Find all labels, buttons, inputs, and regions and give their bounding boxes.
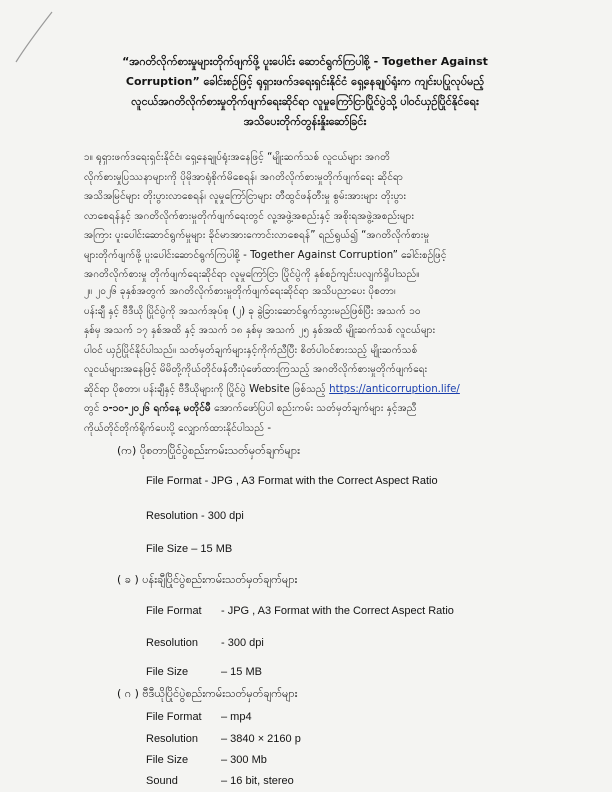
spec-row: [146, 733, 301, 745]
section-heading: (က) ပိုစတာပြိုင်ပွဲစည်းကမ်းသတ်မှတ်ချက်များ: [117, 444, 300, 457]
spec-row: File Size – 15 MB: [146, 543, 233, 555]
title-line: “အဂတိလိုက်စားမှုများတိုက်ဖျက်ဖို့ ပူးပေါင်း ဆောင်ရွက်ကြပါစို့ - Together Against: [122, 55, 488, 68]
text-line: လိုက်စားမှုပြဿနာများကို ပိုမိုအာရုံစိုက်မိစေရန်၊ အဂတိလိုက်စားမှုတိုက်ဖျက်ရေး ဆိုင်ရာ: [84, 171, 404, 183]
spec-row: [146, 775, 294, 787]
spec-key: File Format: [146, 605, 202, 617]
spec-row: [146, 754, 267, 766]
title-line: Corruption” ခေါင်းစဉ်ဖြင့် ရုရှားဖက်ဒရေးရှင်းနိုင်ငံ ရှေ့နေချုပ်ရုံးက ကျင်းပပြုလုပ်မည့်: [125, 75, 485, 88]
text-line: ပါဝင် ယှဉ်ပြိုင်နိုင်ပါသည်။ သတ်မှတ်ချက်များနှင့်ကိုက်ညီပြီး စိတ်ပါဝင်စားသည့် မျိုးဆက်သစ်: [84, 344, 418, 356]
paragraph-2: [84, 282, 534, 438]
spec-value: – 3840 × 2160 p: [221, 733, 301, 745]
section-heading: ( ခ ) ပန်းချီပြိုင်ပွဲစည်းကမ်းသတ်မှတ်ချက်များ: [117, 573, 298, 586]
spec-key: Resolution: [146, 733, 198, 745]
section-heading: ( ဂ ) ဗီဒီယိုပြိုင်ပွဲစည်းကမ်းသတ်မှတ်ချက်များ: [117, 687, 298, 700]
title-line: လူငယ်အဂတိလိုက်စားမှုတိုက်ဖျက်ရေးဆိုင်ရာ လူမှုကြော်ငြာပြိုင်ပွဲသို့ ပါဝင်ယှဉ်ပြိုင်နိုင်ရေး: [131, 95, 479, 108]
text-line: ၂။ ၂၀၂၆ ခုနှစ်အတွက် အဂတိလိုက်စားမှုတိုက်ဖျက်ရေးဆိုင်ရာ အသိပညာပေး ပိုစတာ၊: [84, 286, 396, 297]
spec-row: [146, 666, 262, 678]
spec-row: File Format - JPG , A3 Format with the Correct Aspect Ratio: [146, 475, 438, 487]
paragraph-1: [84, 148, 534, 285]
text-line: လူငယ်များအနေဖြင့် မိမိတို့ကိုယ်တိုင်ဖန်တီးပုံဖော်ထားကြသည့် အဂတိလိုက်စားမှုတိုက်ဖျက်ရေး: [84, 364, 428, 375]
spec-value: – 300 Mb: [221, 754, 267, 766]
text-segment: ဆိုင်ရာ ပိုစတာ၊ ပန်းချီနှင့် ဗီဒီယိုများကို ပြိုင်ပွဲ Website ဖြစ်သည့်: [84, 383, 330, 395]
spec-value: - JPG , A3 Format with the Correct Aspect Ratio: [221, 605, 454, 617]
text-line: အဂတိလိုက်စားမှု တိုက်ဖျက်ရေးဆိုင်ရာ လူမှုကြော်ငြာ ပြိုင်ပွဲကို နှစ်စဉ်ကျင်းပလျက်ရှိပါသည်။: [84, 269, 420, 280]
text-line: ပန်းချီ နှင့် ဗီဒီယို ပြိုင်ပွဲကို အသက်အုပ်စု (၂) ခု ခွဲခြားဆောင်ရွက်သွားမည်ဖြစ်ပြီး အသက် ၁၀: [84, 305, 421, 317]
spec-value: – mp4: [221, 711, 252, 723]
spec-row: [146, 711, 252, 723]
spec-value: – 15 MB: [221, 666, 262, 678]
spec-key: Resolution: [146, 637, 198, 649]
spec-value: – 16 bit, stereo: [221, 775, 294, 787]
title-line: အသိပေးတိုက်တွန်းနှိုးဆော်ခြင်း: [243, 115, 367, 128]
spec-row: [146, 605, 454, 617]
text-line: အသိအမြင်များ တိုးပွားလာစေရန်၊ လူမှုကြော်ငြာများ တီထွင်ဖန်တီးမှု စွမ်းအားများ တိုးပွား: [84, 191, 407, 202]
deadline-date: ၁-၁၀-၂၀၂၆ ရက်နေ့ မတိုင်မီ: [102, 403, 211, 414]
spec-row: Resolution - 300 dpi: [146, 510, 244, 522]
spec-row: [146, 637, 264, 649]
text-line: [84, 399, 534, 419]
spec-key: File Size: [146, 666, 189, 678]
text-line: နှစ်မှ အသက် ၁၇ နှစ်အထိ နှင့် အသက် ၁၈ နှစ်မှ အသက် ၂၅ နှစ်အထိ မျိုးဆက်သစ် လူငယ်များ: [84, 325, 436, 336]
document-title: [70, 52, 540, 132]
text-line: [84, 380, 534, 400]
spec-key: File Format: [146, 711, 202, 723]
text-line: များတိုက်ဖျက်ဖို့ ပူးပေါင်းဆောင်ရွက်ကြပါစို့ - Together Against Corruption” ခေါင်းစဉ်ဖြင့်: [84, 249, 447, 261]
spec-key: File Size: [146, 754, 189, 766]
spec-key: Sound: [146, 775, 178, 787]
text-line: အကြား ပူးပေါင်းဆောင်ရွက်မှုများ ခိုင်မာအားကောင်းလာစေရန်” ရည်ရွယ်၍ “အဂတိလိုက်စားမှု: [84, 230, 430, 241]
text-line: ၁။ ရုရှားဖက်ဒရေးရှင်းနိုင်ငံ၊ ရှေ့နေချုပ်ရုံးအနေဖြင့် “မျိုးဆက်သစ် လူငယ်များ အဂတိ: [84, 152, 391, 163]
text-line: ကိုယ်တိုင်တိုက်ရိုက်ပေးပို့ လျှောက်ထားနိုင်ပါသည် -: [84, 422, 272, 434]
competition-website-link[interactable]: https://anticorruption.life/: [329, 383, 460, 395]
text-line: လာစေရန်နှင့် အဂတိလိုက်စားမှုတိုက်ဖျက်ရေးတွင် လူ့အဖွဲ့အစည်းနှင့် အစိုးရအဖွဲ့အစည်းများ: [84, 210, 415, 222]
text-segment: တွင်: [84, 403, 103, 414]
spec-value: - 300 dpi: [221, 637, 264, 649]
text-segment: အောက်ဖော်ပြပါ စည်းကမ်း သတ်မှတ်ချက်များ နှင့်အညီ: [210, 403, 417, 414]
